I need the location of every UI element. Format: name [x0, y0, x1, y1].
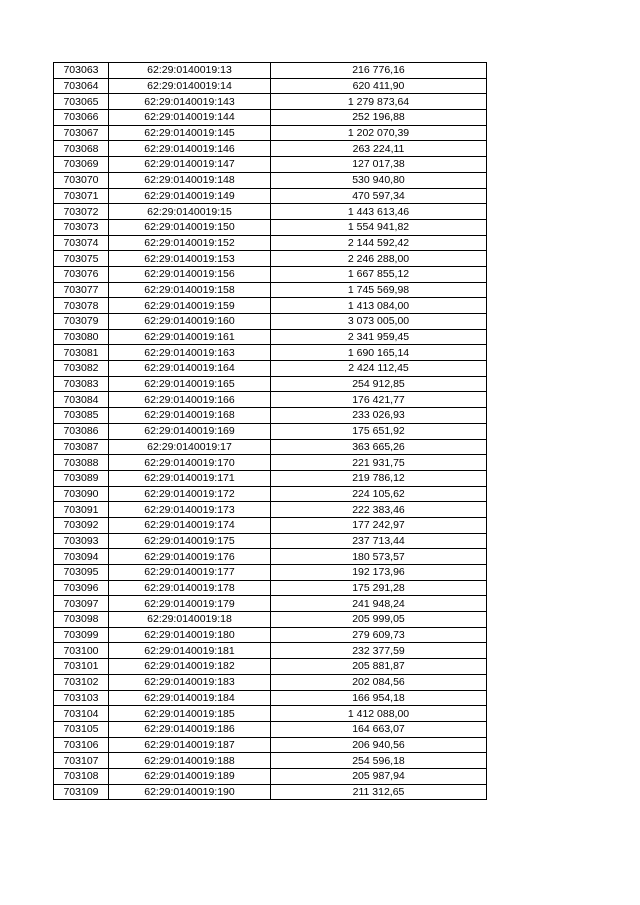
table-row — [54, 204, 487, 220]
row-number-cell: 703074 — [54, 235, 109, 251]
row-number-cell: 703071 — [54, 188, 109, 204]
value-cell: 205 987,94 — [271, 768, 487, 784]
row-number-cell: 703101 — [54, 659, 109, 675]
cadastral-number-cell: 62:29:0140019:18 — [109, 612, 271, 628]
cadastral-number-cell: 62:29:0140019:143 — [109, 94, 271, 110]
table-row — [54, 78, 487, 94]
row-number-cell: 703107 — [54, 753, 109, 769]
value-cell: 205 881,87 — [271, 659, 487, 675]
cadastral-number-cell: 62:29:0140019:17 — [109, 439, 271, 455]
cadastral-number-cell: 62:29:0140019:182 — [109, 659, 271, 675]
table-row — [54, 627, 487, 643]
cadastral-number-cell: 62:29:0140019:176 — [109, 549, 271, 565]
value-cell: 175 651,92 — [271, 423, 487, 439]
row-number-cell: 703085 — [54, 408, 109, 424]
table-row — [54, 643, 487, 659]
value-cell: 192 173,96 — [271, 565, 487, 581]
table-row — [54, 141, 487, 157]
row-number-cell: 703067 — [54, 125, 109, 141]
row-number-cell: 703066 — [54, 110, 109, 126]
table-row — [54, 408, 487, 424]
row-number-cell: 703073 — [54, 219, 109, 235]
table-row — [54, 737, 487, 753]
cadastral-number-cell: 62:29:0140019:156 — [109, 266, 271, 282]
cadastral-number-cell: 62:29:0140019:180 — [109, 627, 271, 643]
table-row — [54, 251, 487, 267]
table-row — [54, 282, 487, 298]
table-row — [54, 486, 487, 502]
cadastral-number-cell: 62:29:0140019:186 — [109, 721, 271, 737]
value-cell: 237 713,44 — [271, 533, 487, 549]
value-cell: 2 144 592,42 — [271, 235, 487, 251]
value-cell: 177 242,97 — [271, 517, 487, 533]
value-cell: 254 596,18 — [271, 753, 487, 769]
row-number-cell: 703109 — [54, 784, 109, 800]
row-number-cell: 703091 — [54, 502, 109, 518]
row-number-cell: 703063 — [54, 63, 109, 79]
cadastral-number-cell: 62:29:0140019:158 — [109, 282, 271, 298]
table-row — [54, 266, 487, 282]
table-row — [54, 612, 487, 628]
row-number-cell: 703095 — [54, 565, 109, 581]
value-cell: 1 413 084,00 — [271, 298, 487, 314]
row-number-cell: 703083 — [54, 376, 109, 392]
value-cell: 3 073 005,00 — [271, 314, 487, 330]
table-row — [54, 298, 487, 314]
value-cell: 221 931,75 — [271, 455, 487, 471]
row-number-cell: 703099 — [54, 627, 109, 643]
value-cell: 180 573,57 — [271, 549, 487, 565]
value-cell: 216 776,16 — [271, 63, 487, 79]
value-cell: 175 291,28 — [271, 580, 487, 596]
cadastral-number-cell: 62:29:0140019:183 — [109, 674, 271, 690]
table-row — [54, 376, 487, 392]
row-number-cell: 703097 — [54, 596, 109, 612]
table-row — [54, 455, 487, 471]
cadastral-number-cell: 62:29:0140019:175 — [109, 533, 271, 549]
row-number-cell: 703086 — [54, 423, 109, 439]
row-number-cell: 703080 — [54, 329, 109, 345]
cadastral-number-cell: 62:29:0140019:159 — [109, 298, 271, 314]
value-cell: 127 017,38 — [271, 157, 487, 173]
row-number-cell: 703089 — [54, 470, 109, 486]
table-row — [54, 110, 487, 126]
cadastral-number-cell: 62:29:0140019:147 — [109, 157, 271, 173]
value-cell: 1 443 613,46 — [271, 204, 487, 220]
cadastral-number-cell: 62:29:0140019:161 — [109, 329, 271, 345]
table-row — [54, 439, 487, 455]
row-number-cell: 703078 — [54, 298, 109, 314]
cadastral-number-cell: 62:29:0140019:188 — [109, 753, 271, 769]
table-row — [54, 329, 487, 345]
value-cell: 1 667 855,12 — [271, 266, 487, 282]
value-cell: 1 554 941,82 — [271, 219, 487, 235]
table-row — [54, 706, 487, 722]
cadastral-number-cell: 62:29:0140019:178 — [109, 580, 271, 596]
cadastral-number-cell: 62:29:0140019:165 — [109, 376, 271, 392]
cadastral-number-cell: 62:29:0140019:166 — [109, 392, 271, 408]
table-row — [54, 533, 487, 549]
value-cell: 1 202 070,39 — [271, 125, 487, 141]
row-number-cell: 703070 — [54, 172, 109, 188]
row-number-cell: 703065 — [54, 94, 109, 110]
cadastral-number-cell: 62:29:0140019:145 — [109, 125, 271, 141]
cadastral-number-cell: 62:29:0140019:14 — [109, 78, 271, 94]
cadastral-number-cell: 62:29:0140019:174 — [109, 517, 271, 533]
cadastral-number-cell: 62:29:0140019:172 — [109, 486, 271, 502]
value-cell: 166 954,18 — [271, 690, 487, 706]
value-cell: 530 940,80 — [271, 172, 487, 188]
cadastral-number-cell: 62:29:0140019:146 — [109, 141, 271, 157]
cadastral-value-table — [53, 62, 487, 800]
cadastral-number-cell: 62:29:0140019:185 — [109, 706, 271, 722]
cadastral-number-cell: 62:29:0140019:164 — [109, 361, 271, 377]
table-row — [54, 314, 487, 330]
cadastral-number-cell: 62:29:0140019:160 — [109, 314, 271, 330]
table-row — [54, 392, 487, 408]
value-cell: 211 312,65 — [271, 784, 487, 800]
table-row — [54, 63, 487, 79]
row-number-cell: 703092 — [54, 517, 109, 533]
value-cell: 233 026,93 — [271, 408, 487, 424]
row-number-cell: 703098 — [54, 612, 109, 628]
row-number-cell: 703081 — [54, 345, 109, 361]
row-number-cell: 703094 — [54, 549, 109, 565]
table-row — [54, 674, 487, 690]
table-row — [54, 690, 487, 706]
value-cell: 620 411,90 — [271, 78, 487, 94]
value-cell: 206 940,56 — [271, 737, 487, 753]
table-row — [54, 361, 487, 377]
cadastral-number-cell: 62:29:0140019:152 — [109, 235, 271, 251]
cadastral-number-cell: 62:29:0140019:190 — [109, 784, 271, 800]
table-row — [54, 172, 487, 188]
cadastral-number-cell: 62:29:0140019:168 — [109, 408, 271, 424]
cadastral-number-cell: 62:29:0140019:187 — [109, 737, 271, 753]
row-number-cell: 703068 — [54, 141, 109, 157]
row-number-cell: 703096 — [54, 580, 109, 596]
row-number-cell: 703106 — [54, 737, 109, 753]
value-cell: 202 084,56 — [271, 674, 487, 690]
row-number-cell: 703072 — [54, 204, 109, 220]
cadastral-number-cell: 62:29:0140019:184 — [109, 690, 271, 706]
table-row — [54, 659, 487, 675]
cadastral-number-cell: 62:29:0140019:170 — [109, 455, 271, 471]
row-number-cell: 703077 — [54, 282, 109, 298]
value-cell: 176 421,77 — [271, 392, 487, 408]
value-cell: 1 279 873,64 — [271, 94, 487, 110]
cadastral-number-cell: 62:29:0140019:149 — [109, 188, 271, 204]
row-number-cell: 703088 — [54, 455, 109, 471]
value-cell: 224 105,62 — [271, 486, 487, 502]
value-cell: 1 690 165,14 — [271, 345, 487, 361]
cadastral-number-cell: 62:29:0140019:150 — [109, 219, 271, 235]
value-cell: 252 196,88 — [271, 110, 487, 126]
row-number-cell: 703079 — [54, 314, 109, 330]
value-cell: 363 665,26 — [271, 439, 487, 455]
value-cell: 219 786,12 — [271, 470, 487, 486]
table-row — [54, 470, 487, 486]
value-cell: 470 597,34 — [271, 188, 487, 204]
value-cell: 254 912,85 — [271, 376, 487, 392]
row-number-cell: 703064 — [54, 78, 109, 94]
cadastral-number-cell: 62:29:0140019:144 — [109, 110, 271, 126]
value-cell: 241 948,24 — [271, 596, 487, 612]
cadastral-number-cell: 62:29:0140019:181 — [109, 643, 271, 659]
table-row — [54, 125, 487, 141]
cadastral-number-cell: 62:29:0140019:179 — [109, 596, 271, 612]
row-number-cell: 703102 — [54, 674, 109, 690]
table-row — [54, 784, 487, 800]
value-cell: 2 246 288,00 — [271, 251, 487, 267]
table-row — [54, 580, 487, 596]
value-cell: 205 999,05 — [271, 612, 487, 628]
cadastral-number-cell: 62:29:0140019:153 — [109, 251, 271, 267]
table-row — [54, 596, 487, 612]
cadastral-number-cell: 62:29:0140019:171 — [109, 470, 271, 486]
row-number-cell: 703103 — [54, 690, 109, 706]
table-row — [54, 219, 487, 235]
row-number-cell: 703090 — [54, 486, 109, 502]
table-row — [54, 549, 487, 565]
value-cell: 279 609,73 — [271, 627, 487, 643]
cadastral-number-cell: 62:29:0140019:163 — [109, 345, 271, 361]
value-cell: 2 341 959,45 — [271, 329, 487, 345]
row-number-cell: 703104 — [54, 706, 109, 722]
value-cell: 164 663,07 — [271, 721, 487, 737]
table-row — [54, 721, 487, 737]
row-number-cell: 703082 — [54, 361, 109, 377]
row-number-cell: 703084 — [54, 392, 109, 408]
table-row — [54, 94, 487, 110]
row-number-cell: 703108 — [54, 768, 109, 784]
table-row — [54, 502, 487, 518]
table-row — [54, 157, 487, 173]
value-cell: 222 383,46 — [271, 502, 487, 518]
value-cell: 1 412 088,00 — [271, 706, 487, 722]
table-body — [54, 63, 487, 800]
table-row — [54, 345, 487, 361]
value-cell: 2 424 112,45 — [271, 361, 487, 377]
cadastral-number-cell: 62:29:0140019:173 — [109, 502, 271, 518]
cadastral-number-cell: 62:29:0140019:177 — [109, 565, 271, 581]
cadastral-number-cell: 62:29:0140019:13 — [109, 63, 271, 79]
value-cell: 263 224,11 — [271, 141, 487, 157]
table-row — [54, 768, 487, 784]
row-number-cell: 703087 — [54, 439, 109, 455]
row-number-cell: 703105 — [54, 721, 109, 737]
table-row — [54, 423, 487, 439]
cadastral-number-cell: 62:29:0140019:169 — [109, 423, 271, 439]
row-number-cell: 703093 — [54, 533, 109, 549]
row-number-cell: 703069 — [54, 157, 109, 173]
cadastral-number-cell: 62:29:0140019:189 — [109, 768, 271, 784]
row-number-cell: 703100 — [54, 643, 109, 659]
table-row — [54, 235, 487, 251]
value-cell: 1 745 569,98 — [271, 282, 487, 298]
cadastral-number-cell: 62:29:0140019:148 — [109, 172, 271, 188]
row-number-cell: 703076 — [54, 266, 109, 282]
table-row — [54, 565, 487, 581]
row-number-cell: 703075 — [54, 251, 109, 267]
value-cell: 232 377,59 — [271, 643, 487, 659]
table-row — [54, 517, 487, 533]
cadastral-number-cell: 62:29:0140019:15 — [109, 204, 271, 220]
table-row — [54, 188, 487, 204]
table-row — [54, 753, 487, 769]
